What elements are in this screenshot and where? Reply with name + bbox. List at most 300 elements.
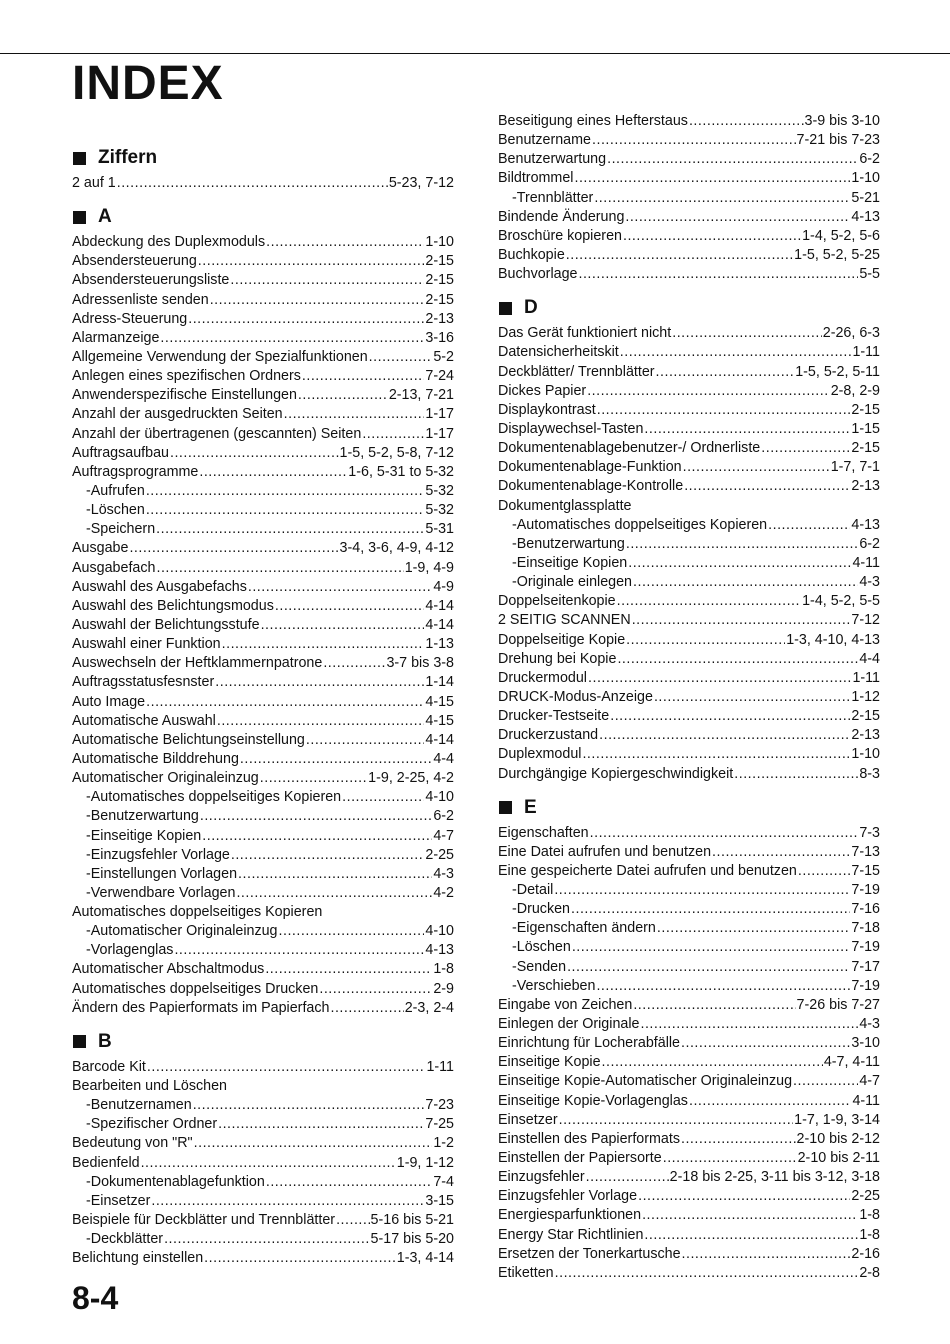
section-heading — [498, 296, 880, 320]
section-heading-label: D — [524, 297, 538, 319]
dot-leader — [236, 884, 432, 903]
index-entry-label: Automatische Auswahl — [72, 712, 216, 729]
index-entry-label: Dokumentenablage-Kontrolle — [498, 478, 684, 495]
index-entry-label: -Dokumentenablagefunktion — [86, 1173, 265, 1190]
index-entry-pages: 4-13 — [425, 942, 454, 959]
dot-leader — [279, 922, 425, 941]
dot-leader — [160, 329, 424, 348]
dot-leader — [146, 482, 425, 501]
dot-leader — [586, 1168, 669, 1187]
index-entry-pages: 1-3, 4-14 — [396, 1250, 454, 1267]
index-entry-pages: 4-13 — [851, 208, 880, 225]
index-entry — [72, 1192, 454, 1211]
dot-leader — [633, 996, 795, 1015]
dot-leader — [588, 669, 851, 688]
section-heading — [72, 146, 454, 170]
index-entry-pages: 6-2 — [859, 151, 880, 168]
index-entry — [498, 420, 880, 439]
index-entry-pages: 7-24 — [425, 368, 454, 385]
index-entry — [498, 150, 880, 169]
index-entry — [72, 520, 454, 539]
section-heading-label: A — [98, 206, 112, 228]
index-entry — [72, 1096, 454, 1115]
dot-leader — [681, 1130, 796, 1149]
index-entry-pages: 3-9 bis 3-10 — [804, 113, 880, 129]
dot-leader — [644, 1226, 858, 1245]
index-entry-label: Automatisches doppelseitiges Kopieren — [72, 904, 323, 921]
index-entry-label: Bindende Änderung — [498, 208, 625, 225]
section-heading — [72, 1030, 454, 1054]
index-entry — [498, 401, 880, 420]
index-entry — [72, 1211, 454, 1230]
index-entry-label: Druckerzustand — [498, 727, 599, 744]
index-entry-label: Benutzername — [498, 132, 591, 149]
index-entry — [72, 271, 454, 290]
index-entry-pages: 7-19 — [851, 939, 880, 956]
index-entry-label: Energiesparfunktionen — [498, 1207, 642, 1224]
dot-leader — [625, 208, 850, 227]
index-entry — [498, 189, 880, 208]
index-entry-pages: 1-10 — [851, 746, 880, 763]
dot-leader — [682, 1245, 851, 1264]
index-entry-label: -Verschieben — [512, 977, 596, 994]
index-entry — [72, 1115, 454, 1134]
index-entry-label: Bedeutung von "R" — [72, 1135, 193, 1152]
index-entry-pages: 5-32 — [425, 482, 454, 499]
index-entry-label: -Speichern — [86, 521, 156, 538]
index-entry — [498, 1092, 880, 1111]
dot-leader — [362, 425, 424, 444]
index-entry-pages: 5-23, 7-12 — [388, 175, 454, 191]
dot-leader — [146, 693, 424, 712]
index-entry — [498, 246, 880, 265]
index-entry-label: Einstellen der Papiersorte — [498, 1150, 662, 1167]
index-entry — [498, 631, 880, 650]
index-entry-pages: 2-8 — [859, 1264, 880, 1281]
index-entry — [72, 903, 454, 922]
dot-leader — [617, 650, 858, 669]
index-entry-label: Automatisches doppelseitiges Drucken — [72, 980, 319, 997]
dot-leader — [768, 516, 850, 535]
dot-leader — [610, 707, 850, 726]
index-entry-label: Eigenschaften — [498, 824, 589, 841]
index-entry-pages: 7-17 — [851, 958, 880, 975]
square-bullet-icon — [499, 302, 512, 315]
index-entry-label: Dickes Papier — [498, 382, 587, 399]
index-entry-pages: 1-8 — [859, 1226, 880, 1243]
dot-leader — [170, 444, 339, 463]
dot-leader — [266, 233, 424, 252]
index-entry-label: Einlegen der Originale — [498, 1016, 640, 1033]
index-entry-label: Auftragsstatusfesnster — [72, 674, 215, 691]
dot-leader — [554, 881, 850, 900]
index-entry-pages: 7-3 — [859, 824, 880, 841]
dot-leader — [117, 174, 388, 193]
index-entry — [498, 227, 880, 246]
index-entry — [498, 919, 880, 938]
index-section — [72, 146, 454, 193]
index-entry — [72, 425, 454, 444]
index-entry — [72, 329, 454, 348]
index-entry — [72, 788, 454, 807]
dot-leader — [587, 382, 830, 401]
dot-leader — [174, 941, 424, 960]
index-entry-pages: 1-4, 5-2, 5-5 — [802, 593, 880, 610]
dot-leader — [261, 616, 425, 635]
dot-leader — [596, 977, 850, 996]
index-entry — [72, 980, 454, 999]
index-entry — [72, 1154, 454, 1173]
index-entry-label: Buchkopie — [498, 246, 565, 263]
index-entry-pages: 4-10 — [425, 789, 454, 806]
index-entry — [72, 405, 454, 424]
index-entry-pages: 5-32 — [425, 502, 454, 519]
index-entry — [72, 1077, 454, 1096]
index-entry-label: Eine Datei aufrufen und benutzen — [498, 843, 712, 860]
index-entry-pages: 2-9 — [433, 980, 454, 997]
index-entry-label: Einzugsfehler Vorlage — [498, 1188, 638, 1205]
index-entry-label: Bildtrommel — [498, 170, 574, 187]
page-number: 8-4 — [72, 1280, 119, 1316]
index-entry-label: 2 auf 1 — [72, 175, 116, 191]
index-entry-pages: 2-10 bis 2-11 — [797, 1150, 880, 1167]
index-entry-label: Automatischer Originaleinzug — [72, 770, 259, 787]
index-entry-label: Benutzerwartung — [498, 151, 607, 168]
dot-leader — [599, 726, 850, 745]
index-entry-label: Absendersteuerung — [72, 253, 197, 270]
dot-leader — [607, 150, 858, 169]
index-entry-label: Deckblätter/ Trennblätter — [498, 363, 655, 380]
dot-leader — [200, 807, 432, 826]
dot-leader — [336, 1211, 369, 1230]
index-entry — [72, 174, 454, 193]
index-entry — [498, 573, 880, 592]
index-entry — [72, 539, 454, 558]
index-entry-pages: 2-15 — [425, 272, 454, 289]
index-entry-label: Auswahl einer Funktion — [72, 636, 221, 653]
index-entry-pages: 4-4 — [859, 650, 880, 667]
index-entry — [72, 654, 454, 673]
index-entry — [498, 1111, 880, 1130]
index-entry — [72, 846, 454, 865]
dot-leader — [578, 265, 858, 284]
index-entry — [498, 881, 880, 900]
index-entry-label: -Deckblätter — [86, 1231, 164, 1248]
index-entry-pages: 1-8 — [859, 1207, 880, 1224]
index-entry — [498, 324, 880, 343]
dot-leader — [574, 169, 850, 188]
dot-leader — [566, 246, 793, 265]
index-entry — [498, 938, 880, 957]
index-entry-label: -Automatischer Originaleinzug — [86, 923, 278, 940]
index-entry-label: Absendersteuerungsliste — [72, 272, 230, 289]
index-entry — [498, 1206, 880, 1225]
index-entry — [498, 516, 880, 535]
index-section — [498, 296, 880, 783]
index-entry-pages: 4-15 — [425, 693, 454, 710]
index-entry-label: -Benutzernamen — [86, 1097, 192, 1114]
index-entry-pages: 4-14 — [425, 616, 454, 633]
index-entry-pages: 1-7, 7-1 — [830, 459, 880, 476]
index-entry-label: Adressenliste senden — [72, 291, 209, 308]
index-entry-pages: 1-9, 4-9 — [404, 559, 454, 576]
index-entry-pages: 4-7, 4-11 — [823, 1054, 880, 1071]
index-entry-label: Eingabe von Zeichen — [498, 996, 633, 1013]
dot-leader — [684, 477, 850, 496]
index-section — [498, 796, 880, 1283]
index-entry-pages: 3-7 bis 3-8 — [386, 655, 454, 672]
index-entry-label: Doppelseitige Kopie — [498, 631, 626, 648]
index-entry-label: 2 SEITIG SCANNEN — [498, 612, 631, 629]
index-entry-pages: 6-2 — [859, 535, 880, 552]
index-entry-label: Ausgabe — [72, 540, 129, 557]
dot-leader — [231, 846, 425, 865]
index-entry-pages: 2-15 — [425, 291, 454, 308]
index-entry-label: Druckermodul — [498, 669, 587, 686]
index-entry — [72, 291, 454, 310]
index-entry — [72, 597, 454, 616]
index-entry-label: -Spezifischer Ordner — [86, 1116, 218, 1133]
index-entry-pages: 2-16 — [851, 1245, 880, 1262]
dot-leader — [210, 291, 425, 310]
index-entry — [72, 1173, 454, 1192]
index-entry-pages: 5-21 — [851, 189, 880, 206]
index-entry — [72, 712, 454, 731]
index-entry — [498, 458, 880, 477]
index-entry-pages: 4-3 — [859, 574, 880, 591]
index-entry-pages: 1-9, 1-12 — [396, 1154, 454, 1171]
index-entry-label: -Einzugsfehler Vorlage — [86, 846, 230, 863]
square-bullet-icon — [73, 1035, 86, 1048]
index-entry — [72, 731, 454, 750]
index-entry — [498, 363, 880, 382]
index-entry-label: -Eigenschaften ändern — [512, 920, 656, 937]
index-entry-pages: 1-4, 5-2, 5-6 — [802, 227, 880, 244]
index-entry — [72, 1249, 454, 1268]
index-entry — [498, 1264, 880, 1283]
index-entry — [498, 900, 880, 919]
index-entry-label: Einseitige Kopie — [498, 1054, 601, 1071]
index-entry-pages: 2-13 — [425, 310, 454, 327]
index-entry — [72, 233, 454, 252]
dot-leader — [571, 900, 850, 919]
index-entry-label: Ersetzen der Tonerkartusche — [498, 1245, 681, 1262]
dot-leader — [265, 960, 432, 979]
index-entry-pages: 2-13 — [851, 727, 880, 744]
index-entry-label: Ausgabefach — [72, 559, 156, 576]
index-entry-label: -Drucken — [512, 901, 570, 918]
index-column-right — [498, 112, 880, 1283]
index-entry-label: Doppelseitenkopie — [498, 593, 616, 610]
index-entry-label: Barcode Kit — [72, 1058, 146, 1075]
index-entry — [498, 554, 880, 573]
index-entry-label: Drehung bei Kopie — [498, 650, 617, 667]
dot-leader — [302, 367, 424, 386]
dot-leader — [306, 731, 425, 750]
index-entry-label: DRUCK-Modus-Anzeige — [498, 688, 653, 705]
index-entry-pages: 7-19 — [851, 977, 880, 994]
index-entry-pages: 4-11 — [852, 1092, 880, 1109]
dot-leader — [761, 439, 850, 458]
dot-leader — [319, 980, 432, 999]
index-entry-pages: 2-26, 6-3 — [822, 325, 880, 342]
index-entry-label: Einseitige Kopie-Automatischer Originaleinzug — [498, 1073, 793, 1090]
index-entry — [498, 477, 880, 496]
index-entry-label: -Löschen — [86, 502, 145, 519]
dot-leader — [240, 750, 432, 769]
dot-leader — [146, 501, 425, 520]
index-entry-pages: 1-11 — [426, 1058, 454, 1075]
index-entry-label: Displaykontrast — [498, 401, 596, 418]
dot-leader — [342, 788, 424, 807]
index-entry — [72, 463, 454, 482]
dot-leader — [141, 1154, 396, 1173]
index-entry — [498, 497, 880, 516]
index-entry-pages: 2-25 — [851, 1188, 880, 1205]
index-entry-label: -Senden — [512, 958, 567, 975]
dot-leader — [642, 1206, 858, 1225]
index-entry-pages: 1-8 — [433, 961, 454, 978]
index-entry-pages: 5-17 bis 5-20 — [370, 1231, 454, 1248]
index-entry-label: -Benutzerwartung — [86, 808, 199, 825]
index-entry-pages: 7-15 — [851, 862, 880, 879]
index-entry — [498, 1245, 880, 1264]
index-entry — [72, 750, 454, 769]
index-entry-label: Auto Image — [72, 693, 146, 710]
dot-leader — [626, 631, 785, 650]
section-heading — [72, 205, 454, 229]
index-entry-label: Automatische Bilddrehung — [72, 750, 239, 767]
index-entry — [72, 482, 454, 501]
dot-leader — [689, 1092, 851, 1111]
index-entry-pages: 2-13, 7-21 — [388, 387, 454, 404]
index-entry-label: Abdeckung des Duplexmoduls — [72, 234, 266, 251]
index-entry-label: Auftragsaufbau — [72, 444, 169, 461]
square-bullet-icon — [73, 211, 86, 224]
index-entry — [498, 131, 880, 150]
index-entry-label: Dokumentglassplatte — [498, 497, 632, 514]
dot-leader — [323, 654, 385, 673]
index-entry-pages: 7-21 bis 7-23 — [796, 132, 880, 149]
dot-leader — [798, 862, 851, 881]
index-entry-label: Adress-Steuerung — [72, 310, 188, 327]
index-entry-label: Auswahl der Belichtungsstufe — [72, 616, 260, 633]
index-entry-label: -Einsetzer — [86, 1192, 151, 1209]
index-entry — [72, 444, 454, 463]
index-entry — [72, 1058, 454, 1077]
index-entry — [72, 673, 454, 692]
index-entry-pages: 4-11 — [852, 554, 880, 571]
index-entry-label: Einrichtung für Locherabfälle — [498, 1035, 680, 1052]
index-entry-label: -Einseitige Kopien — [512, 554, 628, 571]
index-entry-label: Beispiele für Deckblätter und Trennblätter — [72, 1212, 336, 1229]
dot-leader — [712, 843, 850, 862]
index-entry-label: -Detail — [512, 882, 554, 899]
dot-leader — [298, 386, 388, 405]
index-entry-pages: 5-16 bis 5-21 — [370, 1212, 454, 1229]
index-entry — [72, 348, 454, 367]
index-entry — [72, 578, 454, 597]
index-entry-pages: 2-10 bis 2-12 — [796, 1130, 880, 1147]
index-entry-pages: 1-3, 4-10, 4-13 — [786, 631, 880, 648]
index-entry — [72, 501, 454, 520]
dot-leader — [734, 765, 858, 784]
dot-leader — [683, 458, 830, 477]
dot-leader — [260, 769, 367, 788]
index-entry-pages: 1-12 — [851, 688, 880, 705]
index-entry — [72, 616, 454, 635]
index-entry — [498, 1053, 880, 1072]
index-entry-pages: 6-2 — [433, 808, 454, 825]
square-bullet-icon — [499, 801, 512, 814]
index-entry-pages: 2-15 — [425, 253, 454, 270]
dot-leader — [555, 1264, 859, 1283]
index-entry-label: Einseitige Kopie-Vorlagenglas — [498, 1092, 688, 1109]
dot-leader — [559, 1111, 794, 1130]
index-entry — [72, 827, 454, 846]
index-entry-pages: 4-15 — [425, 712, 454, 729]
index-entry-pages: 4-4 — [433, 750, 454, 767]
index-entry-pages: 7-12 — [851, 612, 880, 629]
dot-leader — [689, 112, 804, 131]
index-entry-pages: 7-13 — [851, 843, 880, 860]
index-entry-label: -Löschen — [512, 939, 571, 956]
index-entry — [498, 688, 880, 707]
index-section — [72, 205, 454, 1018]
index-entry — [498, 1168, 880, 1187]
index-entry — [498, 1187, 880, 1206]
index-entry-pages: 1-17 — [425, 406, 454, 423]
index-entry-pages: 1-5, 5-2, 5-11 — [795, 363, 880, 380]
index-entry-pages: 4-14 — [425, 597, 454, 614]
dot-leader — [582, 745, 850, 764]
index-entry-pages: 4-10 — [425, 923, 454, 940]
dot-leader — [632, 611, 851, 630]
index-entry — [498, 1149, 880, 1168]
index-entry-pages: 4-14 — [425, 731, 454, 748]
index-entry — [498, 726, 880, 745]
index-entry-label: Buchvorlage — [498, 266, 578, 283]
index-entry-label: Auswahl des Ausgabefachs — [72, 578, 247, 595]
index-entry — [72, 999, 454, 1018]
index-entry — [498, 382, 880, 401]
index-entry-pages: 4-7 — [859, 1073, 880, 1090]
index-entry — [498, 650, 880, 669]
index-entry-pages: 1-10 — [851, 170, 880, 187]
index-entry-label: Dokumentenablagebenutzer-/ Ordnerliste — [498, 440, 761, 457]
index-entry — [72, 941, 454, 960]
index-entry-label: -Trennblätter — [512, 189, 594, 206]
index-entry-pages: 1-11 — [852, 669, 880, 686]
dot-leader — [151, 1192, 424, 1211]
index-entry-label: Einsetzer — [498, 1111, 558, 1128]
index-entry-label: -Benutzerwartung — [512, 535, 625, 552]
index-entry — [498, 611, 880, 630]
index-entry-label: Auswechseln der Heftklammernpatrone — [72, 655, 323, 672]
index-entry-label: Eine gespeicherte Datei aufrufen und benutzen — [498, 862, 797, 879]
index-entry-pages: 7-4 — [433, 1173, 454, 1190]
index-section — [72, 1030, 454, 1269]
index-entry — [72, 960, 454, 979]
index-entry — [498, 1130, 880, 1149]
dot-leader — [194, 1134, 433, 1153]
index-entry-label: Energy Star Richtlinien — [498, 1226, 644, 1243]
index-entry-label: -Einstellungen Vorlagen — [86, 865, 238, 882]
index-entry-pages: 1-14 — [425, 674, 454, 691]
dot-leader — [590, 824, 859, 843]
dot-leader — [602, 1053, 823, 1072]
dot-leader — [222, 635, 425, 654]
